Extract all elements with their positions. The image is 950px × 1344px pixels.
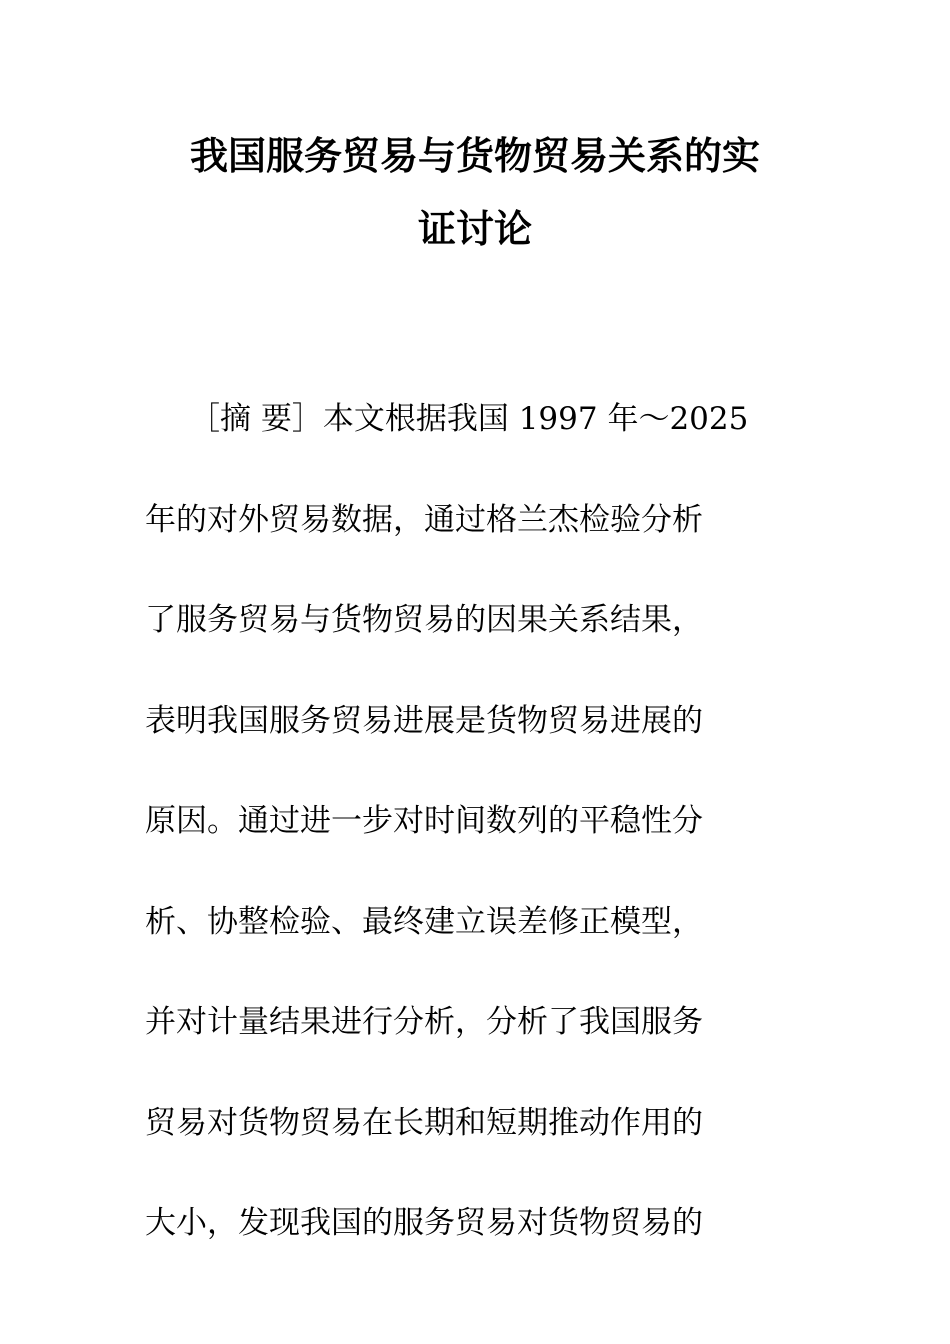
abstract-line-8: 贸易对货物贸易在长期和短期推动作用的 (145, 1104, 703, 1141)
abstract-line-4: 表明我国服务贸易进展是货物贸易进展的 (145, 702, 703, 739)
abstract-line-1: ［摘 要］本文根据我国 1997 年～2025 (189, 401, 749, 437)
document-title (0, 120, 950, 266)
abstract-line-9: 大小，发现我国的服务贸易对货物贸易的 (145, 1205, 703, 1241)
title-line-2: 证讨论 (417, 207, 532, 251)
abstract-line-5: 原因。通过进一步对时间数列的平稳性分 (145, 803, 703, 839)
abstract-line-6: 析、协整检验、最终建立误差修正模型， (145, 903, 703, 940)
abstract-line-3: 了服务贸易与货物贸易的因果关系结果， (145, 602, 703, 638)
abstract-line-2: 年的对外贸易数据，通过格兰杰检验分析 (145, 501, 703, 538)
title-line-1: 我国服务贸易与货物贸易关系的实 (189, 134, 760, 178)
abstract-paragraph (145, 369, 805, 1274)
abstract-line-7: 并对计量结果进行分析，分析了我国服务 (145, 1004, 703, 1040)
